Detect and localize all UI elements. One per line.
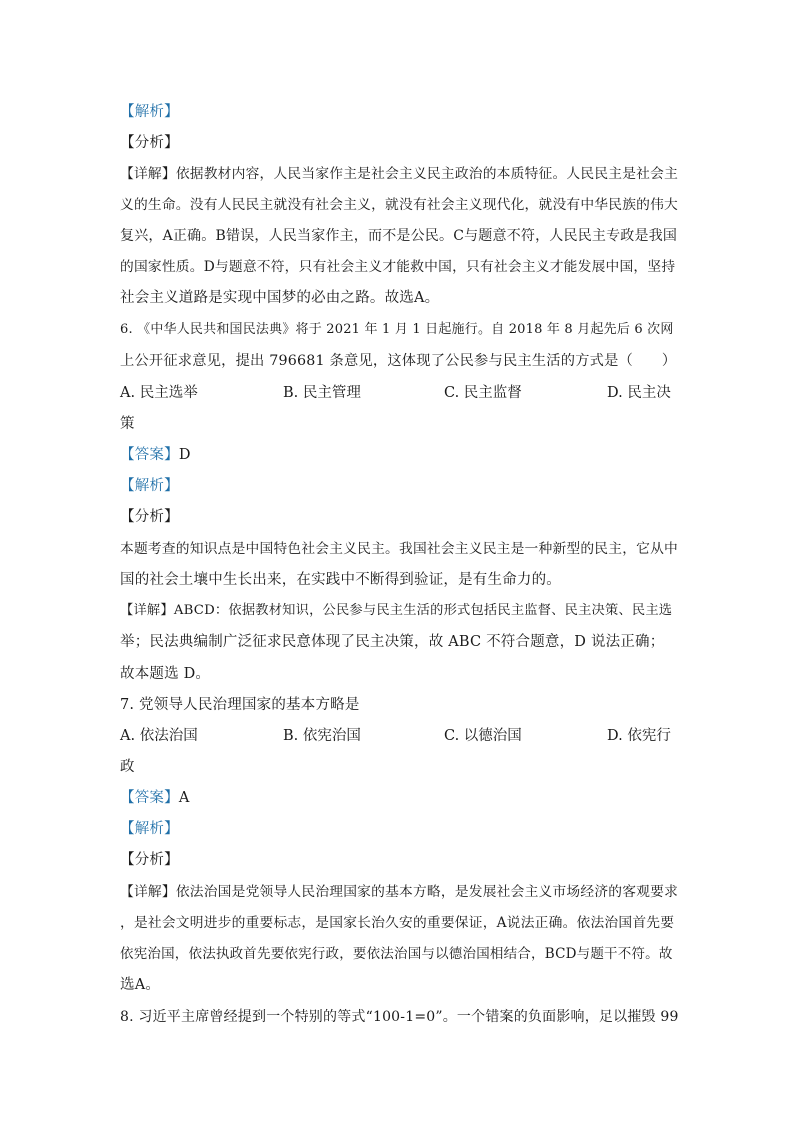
q6-xiangjie-line-1 xyxy=(120,601,680,621)
q6-answer xyxy=(120,445,680,465)
q6-fenxi-line-1: 本题考查的知识点是中国特色社会主义民主。我国社会主义民主是一种新型的民主，它从中 xyxy=(120,541,679,557)
q7-xiangjie-label: 【详解】 xyxy=(120,884,176,900)
q5-xiangjie-line-3: 复兴，A正确。B错误，人民当家作主，而不是公民。C与题意不符，人民民主专政是我国 xyxy=(120,228,678,244)
q6-option-a: A. 民主选举 xyxy=(120,385,198,401)
q7-option-c: C. 以德治国 xyxy=(444,728,522,744)
q6-xiangjie-line-2: 举；民法典编制广泛征求民意体现了民主决策，故 ABC 不符合题意，D 说法正确； xyxy=(120,634,665,650)
q7-answer xyxy=(120,788,680,808)
q5-xiangjie-label: 【详解】 xyxy=(120,166,176,182)
q6-stem-line-2: 上公开征求意见，提出 796681 条意见，这体现了公民参与民主生活的方式是（ ） xyxy=(120,353,677,369)
q7-stem: 7. 党领导人民治理国家的基本方略是 xyxy=(120,697,360,713)
q6-option-b: B. 民主管理 xyxy=(283,385,361,401)
q7-xiangjie-line-4: 选A。 xyxy=(120,977,161,993)
q6-option-c: C. 民主监督 xyxy=(444,385,522,401)
q7-xiangjie-line-2: ，是社会文明进步的重要标志，是国家长治久安的重要保证，A说法正确。依法治国首先要 xyxy=(120,915,675,931)
q6-answer-label: 【答案】 xyxy=(120,447,179,463)
q7-xiangjie-line-1 xyxy=(120,882,680,902)
q5-xiangjie-line-2: 义的生命。没有人民民主就没有社会主义，就没有社会主义现代化，就没有中华民族的伟大 xyxy=(120,197,679,213)
q7-option-wrap: 政 xyxy=(120,759,135,775)
q6-jiexi-label: 【解析】 xyxy=(120,478,179,494)
q6-option-wrap: 策 xyxy=(120,416,135,432)
q6-xiangjie-line-3: 故本题选 D。 xyxy=(120,666,211,682)
q7-fenxi-label: 【分析】 xyxy=(120,852,179,868)
q5-xiangjie-line-4: 的国家性质。D与题意不符，只有社会主义才能救中国，只有社会主义才能发展中国，坚持 xyxy=(120,259,676,275)
q7-xiangjie-text: 依法治国是党领导人民治理国家的基本方略，是发展社会主义市场经济的客观要求 xyxy=(175,884,679,900)
q7-option-a: A. 依法治国 xyxy=(120,728,198,744)
q6-stem-line-1: 6. 《中华人民共和国民法典》将于 2021 年 1 月 1 日起施行。自 2018 年 8 月起先后 6 次网 xyxy=(120,322,674,337)
q6-xiangjie-label: 【详解】 xyxy=(120,603,174,618)
q7-option-b: B. 依宪治国 xyxy=(283,728,361,744)
q7-answer-label: 【答案】 xyxy=(120,790,179,806)
q5-jiexi-label: 【解析】 xyxy=(120,104,179,120)
q6-answer-value: D xyxy=(178,447,191,463)
q5-xiangjie-text: 依据教材内容，人民当家作主是社会主义民主政治的本质特征。人民民主是社会主 xyxy=(175,166,679,182)
q7-option-d: D. 依宪行 xyxy=(607,728,671,744)
q5-xiangjie-line-1 xyxy=(120,164,680,184)
q7-xiangjie-line-3: 依宪治国，依法执政首先要依宪行政，要依法治国与以德治国相结合，BCD与题干不符。故 xyxy=(120,946,673,962)
q5-fenxi-label: 【分析】 xyxy=(120,135,179,151)
q6-fenxi-line-2: 国的社会土壤中生长出来，在实践中不断得到验证，是有生命力的。 xyxy=(120,572,561,588)
q7-answer-value: A xyxy=(178,790,190,806)
q5-xiangjie-line-5: 社会主义道路是实现中国梦的必由之路。故选A。 xyxy=(120,290,440,306)
q6-option-d: D. 民主决 xyxy=(607,385,671,401)
q6-fenxi-label: 【分析】 xyxy=(120,509,179,525)
q6-xiangjie-text: ABCD：依据教材知识，公民参与民主生活的形式包括民主监督、民主决策、民主选 xyxy=(173,603,673,618)
q7-jiexi-label: 【解析】 xyxy=(120,821,179,837)
q8-stem-line-1: 8. 习近平主席曾经提到一个特别的等式“100-1=0”。一个错案的负面影响，足以摧毁 99 xyxy=(120,1009,679,1025)
